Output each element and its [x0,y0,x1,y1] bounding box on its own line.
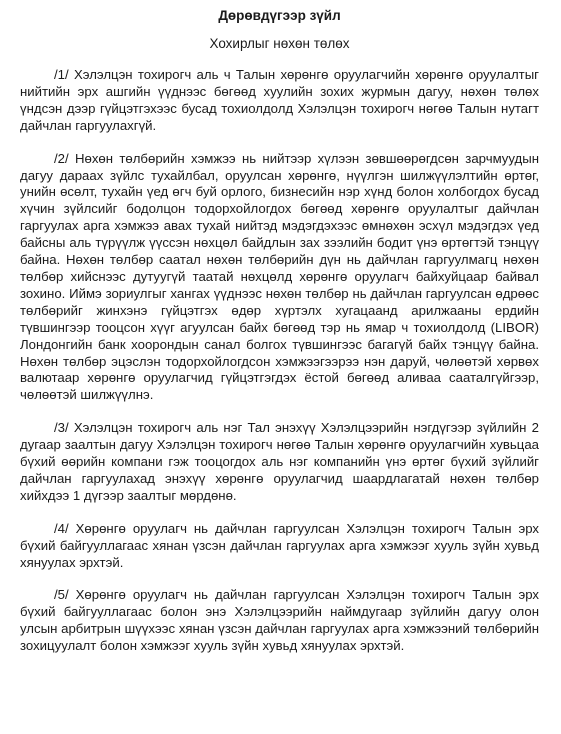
clause-paragraph-1: /1/ Хэлэлцэн тохирогч аль ч Талын хөрөнгө оруулагчийн хөрөнгө оруулалтыг нийтийн эрх ашгийн үүднээс бөгөөд хуулийн зохих журмын дагуу, нөхөн төлөх үндсэн дээр гүйцэтгэхээс бусад тохиолдолд Хэлэлцэн тохирогч нөгөө Талын нутагт дайчлан гаргуулахгүй. [20,67,539,133]
clause-paragraph-4: /4/ Хөрөнгө оруулагч нь дайчлан гаргуулсан Хэлэлцэн тохирогч Талын эрх бүхий байгууллагаас хянан үзсэн дайчлан гаргуулах арга хэмжээг хууль зүйн хувьд хянуулах эрхтэй. [20,520,539,570]
article-subtitle: Хохирлыг нөхөн төлөх [209,36,350,51]
article-title: Дөрөвдүгээр зүйл [218,8,341,23]
clause-paragraph-2: /2/ Нөхөн төлбөрийн хэмжээ нь нийтээр хүлээн зөвшөөрөгдсөн зарчмуудын дагуу дараах зүйлс тухайлбал, оруулсан хөрөнгө, нүүлгэн шилжүүлэлтийн өртөг, унийн өсөлт, тухайн үед өгч буй орлого, бизнесийн нэр хүнд болон холбогдох бусад хүчин зүйлсийг бодолцон тодорхойлогдох бөгөөд хөрөнгө оруулалтыг дайчлан гаргуулах арга хэмжээ авах тухай нийтэд мэдэгдэхээс өмнөхөн эсхүл мэдэгдэх үед байсны аль түрүүлж үүссэн нөхцөл байдлын зах зээлийн бодит үнэ өртөгтэй тэнцүү байна. Нөхөн төлбөр саатал нөхөн төлбөрийн дүн нь дайчлан гаргуулмагц нөхөн төлбөр хийснээс дутуугүй таатай нөхцөлд хөрөнгө оруулагч байхуйцаар байвал зохино. Иймэ зориулгыг хангах үүднээс нөхөн төлбөр нь дайчлан гаргуулсан өдрөөс төлбөрийг жинхэнэ гүйцэтгэх өдөр хүртэлх хугацаанд арилжааны ердийн түвшингээр тооцсон хүүг агуулсан байх бөгөөд тэр нь ямар ч тохиолдолд (LIBOR) Лондонгийн банк хоорондын санал болгох түвшингээс багагүй байх тэнцүү байна. Нөхөн төлбөр эцэслэн тодорхойлогдсон хэмжээгээрээ нэн даруй, чөлөөтэй хөрвөх валютаар хөрөнгө оруулагчид гүйцэтгэгдэх ёстой бөгөөд аливаа сааталгүйгээр, чөлөөтэй шилжүүлнэ. [20,150,539,403]
clause-paragraph-5: /5/ Хөрөнгө оруулагч нь дайчлан гаргуулсан Хэлэлцэн тохирогч Талын эрх бүхий байгууллагаас болон энэ Хэлэлцээрийн наймдугаар зүйлийн дагуу олон улсын арбитрын шүүхээс хянан үзсэн дайчлан гаргуулах арга хэмжээний төлбөрийн зохицуулалт болон хэмжээг хууль зүйн хувьд хянуулах эрхтэй. [20,587,539,654]
clause-paragraph-3: /3/ Хэлэлцэн тохирогч аль нэг Тал энэхүү Хэлэлцээрийн нэгдүгээр зүйлийн 2 дугаар заалтын дагуу Хэлэлцэн тохирогч нөгөө Талын хөрөнгө оруулагчийн хувьцаа бүхий өөрийн компани гэж тооцогдох аль нэг компанийн үнэ өртөг бүхий зүйлийг дайчлан гаргуулахад энэхүү хөрөнгө оруулагчид шаардлагатай нөхөн төлбөр хийхдээ 1 дүгээр заалтыг мөрдөнө. [20,420,539,503]
